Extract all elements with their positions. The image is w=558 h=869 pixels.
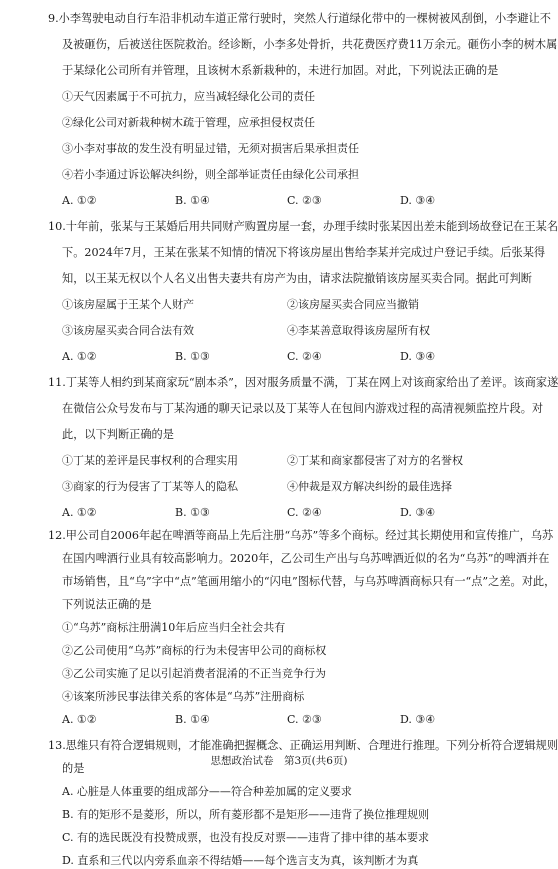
- question-stem-line: 9.小李驾驶电动自行车沿非机动车道正常行驶时，突然人行道绿化带中的一棵树被风刮倒，小李避让不: [48, 12, 551, 25]
- question-stem-line: 下列说法正确的是: [62, 598, 152, 611]
- question-stem-line: 12.甲公司自2006年起在啤酒等商品上先后注册“乌苏”等多个商标。经过其长期使用和宣传推广，乌苏: [48, 529, 554, 542]
- question-stem-line: 在国内啤酒行业具有较高影响力。2020年，乙公司生产出与乌苏啤酒近似的名为“乌苏”的啤酒并在: [62, 552, 550, 565]
- statement-item: ①该房屋属于王某个人财产: [62, 298, 194, 311]
- question-stem-line: 13.思维只有符合逻辑规则，才能准确把握概念、正确运用判断、合理进行推理。下列分析符合逻辑规则: [48, 739, 558, 752]
- choice-c[interactable]: C. ②④: [287, 350, 322, 363]
- statement-item: ①丁某的差评是民事权利的合理实用: [62, 454, 238, 467]
- choice-d[interactable]: D. ③④: [400, 713, 436, 726]
- statement-item: ④该案所涉民事法律关系的客体是“乌苏”注册商标: [62, 690, 305, 703]
- statement-item: ④若小李通过诉讼解决纠纷，则全部举证责任由绿化公司承担: [62, 168, 359, 181]
- statement-item: ③该房屋买卖合同合法有效: [62, 324, 194, 337]
- question-stem-line: 此，以下判断正确的是: [62, 428, 174, 441]
- choice-a[interactable]: A. ①②: [62, 194, 97, 207]
- statement-item: ②该房屋买卖合同应当撤销: [287, 298, 419, 311]
- choice-a[interactable]: A. ①②: [62, 506, 97, 519]
- statement-item: ②乙公司使用“乌苏”商标的行为未侵害甲公司的商标权: [62, 644, 327, 657]
- statement-item: ③小李对事故的发生没有明显过错，无须对损害后果承担责任: [62, 142, 359, 155]
- question-stem-line: 及被砸伤，后被送往医院救治。经诊断，小李多处骨折，共花费医疗费11万余元。砸伤小李的树木属: [62, 38, 558, 51]
- option-d[interactable]: D. 直系和三代以内旁系血亲不得结婚——每个选言支为真，该判断才为真: [62, 854, 419, 867]
- option-a[interactable]: A. 心脏是人体重要的组成部分——符合种差加属的定义要求: [62, 785, 352, 798]
- option-c[interactable]: C. 有的选民既没有投赞成票，也没有投反对票——违背了排中律的基本要求: [62, 831, 430, 844]
- choice-b[interactable]: B. ①③: [175, 506, 210, 519]
- choice-c[interactable]: C. ②③: [287, 194, 322, 207]
- question-stem-line: 11.丁某等人相约到某商家玩“剧本杀”，因对服务质量不满，丁某在网上对该商家给出了差评。该商家遂: [48, 376, 558, 389]
- statement-item: ④仲裁是双方解决纠纷的最佳选择: [287, 480, 452, 493]
- choice-b[interactable]: B. ①④: [175, 713, 210, 726]
- question-stem-line: 在微信公众号发布与丁某沟通的聊天记录以及丁某等人在包间内游戏过程的高清视频监控片段。对: [62, 402, 544, 415]
- question-stem-line: 下。2024年7月，王某在张某不知情的情况下将该房屋出售给李某并完成过户登记手续。后张某得: [62, 246, 546, 259]
- statement-item: ②绿化公司对新栽种树木疏于管理，应承担侵权责任: [62, 116, 315, 129]
- choice-b[interactable]: B. ①③: [175, 350, 210, 363]
- choice-a[interactable]: A. ①②: [62, 350, 97, 363]
- choice-a[interactable]: A. ①②: [62, 713, 97, 726]
- choice-d[interactable]: D. ③④: [400, 194, 436, 207]
- statement-item: ③商家的行为侵害了丁某等人的隐私: [62, 480, 238, 493]
- statement-item: ④李某善意取得该房屋所有权: [287, 324, 430, 337]
- statement-item: ①天气因素属于不可抗力，应当减轻绿化公司的责任: [62, 90, 315, 103]
- statement-item: ①“乌苏”商标注册满10年后应当归全社会共有: [62, 621, 286, 634]
- question-stem-line: 于某绿化公司所有并管理，且该树木系新栽种的，未进行加固。对此，下列说法正确的是: [62, 64, 499, 77]
- statement-item: ③乙公司实施了足以引起消费者混淆的不正当竞争行为: [62, 667, 326, 680]
- statement-item: ②丁某和商家都侵害了对方的名誉权: [287, 454, 463, 467]
- question-stem-line: 知，以王某无权以个人名义出售夫妻共有房产为由，请求法院撤销该房屋买卖合同。据此可判断: [62, 272, 532, 285]
- question-stem-line: 的是: [62, 762, 85, 775]
- option-b[interactable]: B. 有的矩形不是菱形，所以，所有菱形都不是矩形——违背了换位推理规则: [62, 808, 430, 821]
- question-stem-line: 市场销售，且“乌”字中“点”笔画用缩小的“闪电”图标代替，与乌苏啤酒商标只有一“点”之差。对此，: [62, 575, 556, 588]
- choice-b[interactable]: B. ①④: [175, 194, 210, 207]
- choice-c[interactable]: C. ②④: [287, 506, 322, 519]
- choice-d[interactable]: D. ③④: [400, 506, 436, 519]
- choice-c[interactable]: C. ②③: [287, 713, 322, 726]
- question-stem-line: 10.十年前，张某与王某婚后用共同财产购置房屋一套，办理手续时张某因出差未能到场故登记在王某名: [48, 220, 558, 233]
- page-footer: 思想政治试卷 第3页(共6页): [210, 755, 348, 767]
- choice-d[interactable]: D. ③④: [400, 350, 436, 363]
